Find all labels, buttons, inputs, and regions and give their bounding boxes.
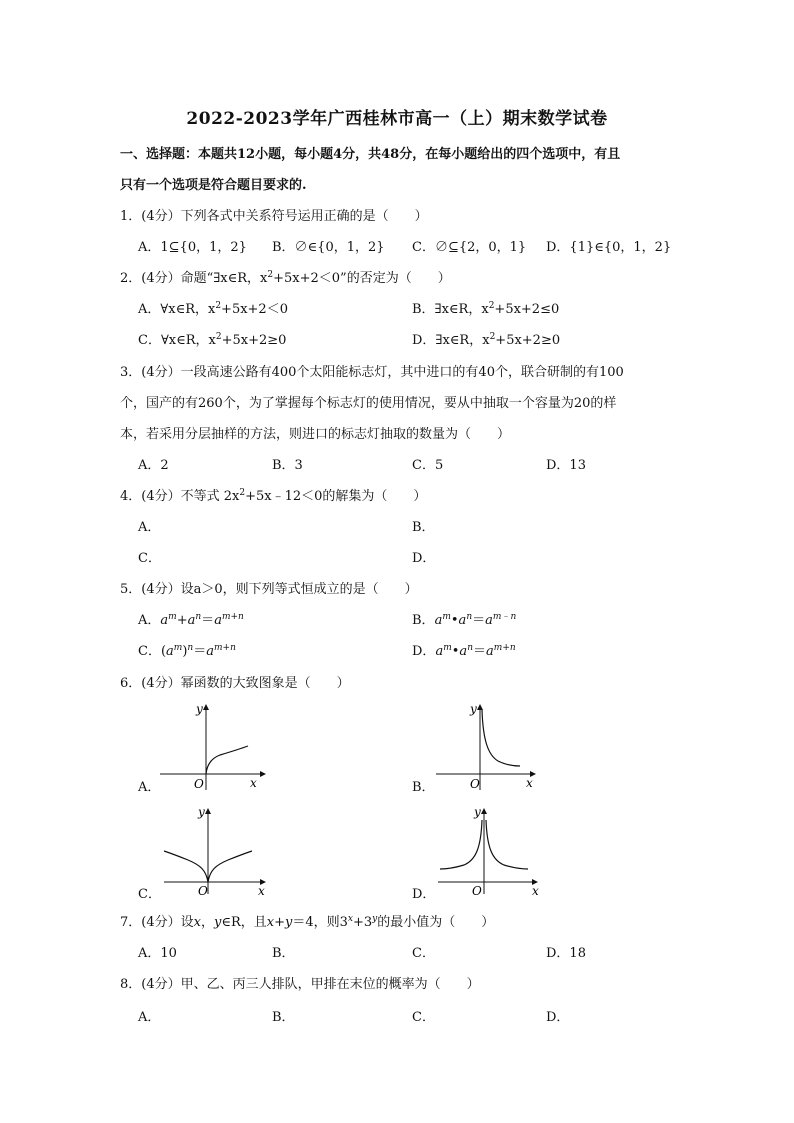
- q4-option-d: D．: [412, 551, 436, 566]
- svg-text:x: x: [526, 776, 533, 790]
- q3-option-d: D．13: [546, 458, 586, 473]
- question-3-stem-line2: 个，国产的有260个，为了掌握每个标志灯的使用情况，要从中抽取一个容量为20的样: [120, 396, 617, 411]
- q1-option-a: A．1⊆{0，1，2}: [138, 240, 247, 255]
- q2-option-c: C．∀x∈R，$x^2+5x+2\ge 0$: [138, 332, 287, 348]
- q6-option-c: C．: [138, 887, 161, 902]
- q8-option-b: B．: [272, 1010, 295, 1025]
- q7-option-a: A．10: [138, 946, 177, 961]
- q6-graph-c: [160, 802, 275, 897]
- svg-text:x: x: [250, 776, 257, 790]
- question-4-stem: 4．(4分）不等式 $2x^2+5x﹣12<0$的解集为（ ）: [120, 488, 427, 504]
- svg-text:x: x: [532, 884, 539, 897]
- q2-option-b: B．∃x∈R，$x^2+5x+2\le 0$: [412, 301, 560, 317]
- q4-option-c: C．: [138, 551, 161, 566]
- svg-text:y: y: [474, 805, 481, 819]
- svg-text:O: O: [198, 884, 208, 897]
- svg-text:x: x: [258, 884, 265, 897]
- q7-option-c: C．: [412, 946, 435, 961]
- q2-option-d: D．∃x∈R，$x^2+5x+2\ge 0$: [412, 332, 561, 348]
- question-7-stem: 7．(4分）设x，y∈R，且x+y＝4，则$3^x+3^y$的最小值为（ ）: [120, 914, 495, 930]
- svg-text:y: y: [198, 805, 205, 819]
- q2-option-a: A．∀x∈R，$x^2+5x+2<0$: [138, 301, 288, 317]
- q8-option-a: A．: [138, 1010, 161, 1025]
- question-3-stem-line3: 本，若采用分层抽样的方法，则进口的标志灯抽取的数量为（ ）: [120, 427, 511, 442]
- q6-graph-b: [436, 700, 546, 792]
- question-6-stem: 6．(4分）幂函数的大致图象是（ ）: [120, 676, 350, 691]
- q7-option-b: B．: [272, 946, 295, 961]
- q8-option-d: D．: [546, 1010, 570, 1025]
- svg-text:y: y: [470, 702, 477, 716]
- q3-option-b: B．3: [272, 458, 303, 473]
- question-5-stem: 5．(4分）设a＞0，则下列等式恒成立的是（ ）: [120, 582, 418, 597]
- q5-option-b: B．$a^m•a^n=a^{m﹣n}$: [412, 612, 517, 628]
- question-1-stem: 1．(4分）下列各式中关系符号运用正确的是（ ）: [120, 209, 428, 224]
- q6-option-b: B．: [412, 780, 435, 795]
- q8-option-c: C．: [412, 1010, 435, 1025]
- section-heading-line2: 只有一个选项是符合题目要求的.: [120, 178, 307, 193]
- q4-option-a: A．: [138, 520, 161, 535]
- exam-title: 2022-2023学年广西桂林市高一（上）期末数学试卷: [186, 109, 608, 129]
- question-3-stem-line1: 3．(4分）一段高速公路有400个太阳能标志灯，其中进口的有40个，联合研制的有100: [120, 365, 624, 380]
- q3-option-a: A．2: [138, 458, 169, 473]
- q5-option-c: C．$(a^m)^n=a^{m+n}$: [138, 643, 236, 659]
- q1-option-c: C．∅⊆{2，0，1}: [412, 240, 527, 255]
- q5-option-d: D．$a^m•a^n=a^{m+n}$: [412, 643, 516, 659]
- svg-text:O: O: [194, 777, 204, 791]
- q5-option-a: A．$a^m+a^n=a^{m+n}$: [138, 612, 244, 628]
- q6-option-d: D．: [412, 887, 436, 902]
- q6-option-a: A．: [138, 780, 161, 795]
- q1-option-b: B．∅∈{0，1，2}: [272, 240, 385, 255]
- question-2-stem: 2．(4分）命题“∃x∈R，$x^2+5x+2<0$”的否定为（ ）: [120, 270, 451, 286]
- q3-option-c: C．5: [412, 458, 444, 473]
- question-8-stem: 8．(4分）甲、乙、丙三人排队，甲排在末位的概率为（ ）: [120, 977, 480, 992]
- q6-graph-a: [160, 700, 270, 792]
- q4-option-b: B．: [412, 520, 435, 535]
- svg-text:O: O: [472, 884, 482, 897]
- svg-text:y: y: [196, 702, 203, 716]
- q6-graph-d: [436, 802, 551, 897]
- svg-text:O: O: [470, 777, 480, 791]
- section-heading-line1: 一、选择题：本题共12小题，每小题4分，共48分，在每小题给出的四个选项中，有且: [120, 147, 621, 162]
- q1-option-d: D．{1}∈{0，1，2}: [546, 240, 672, 255]
- q7-option-d: D．18: [546, 946, 586, 961]
